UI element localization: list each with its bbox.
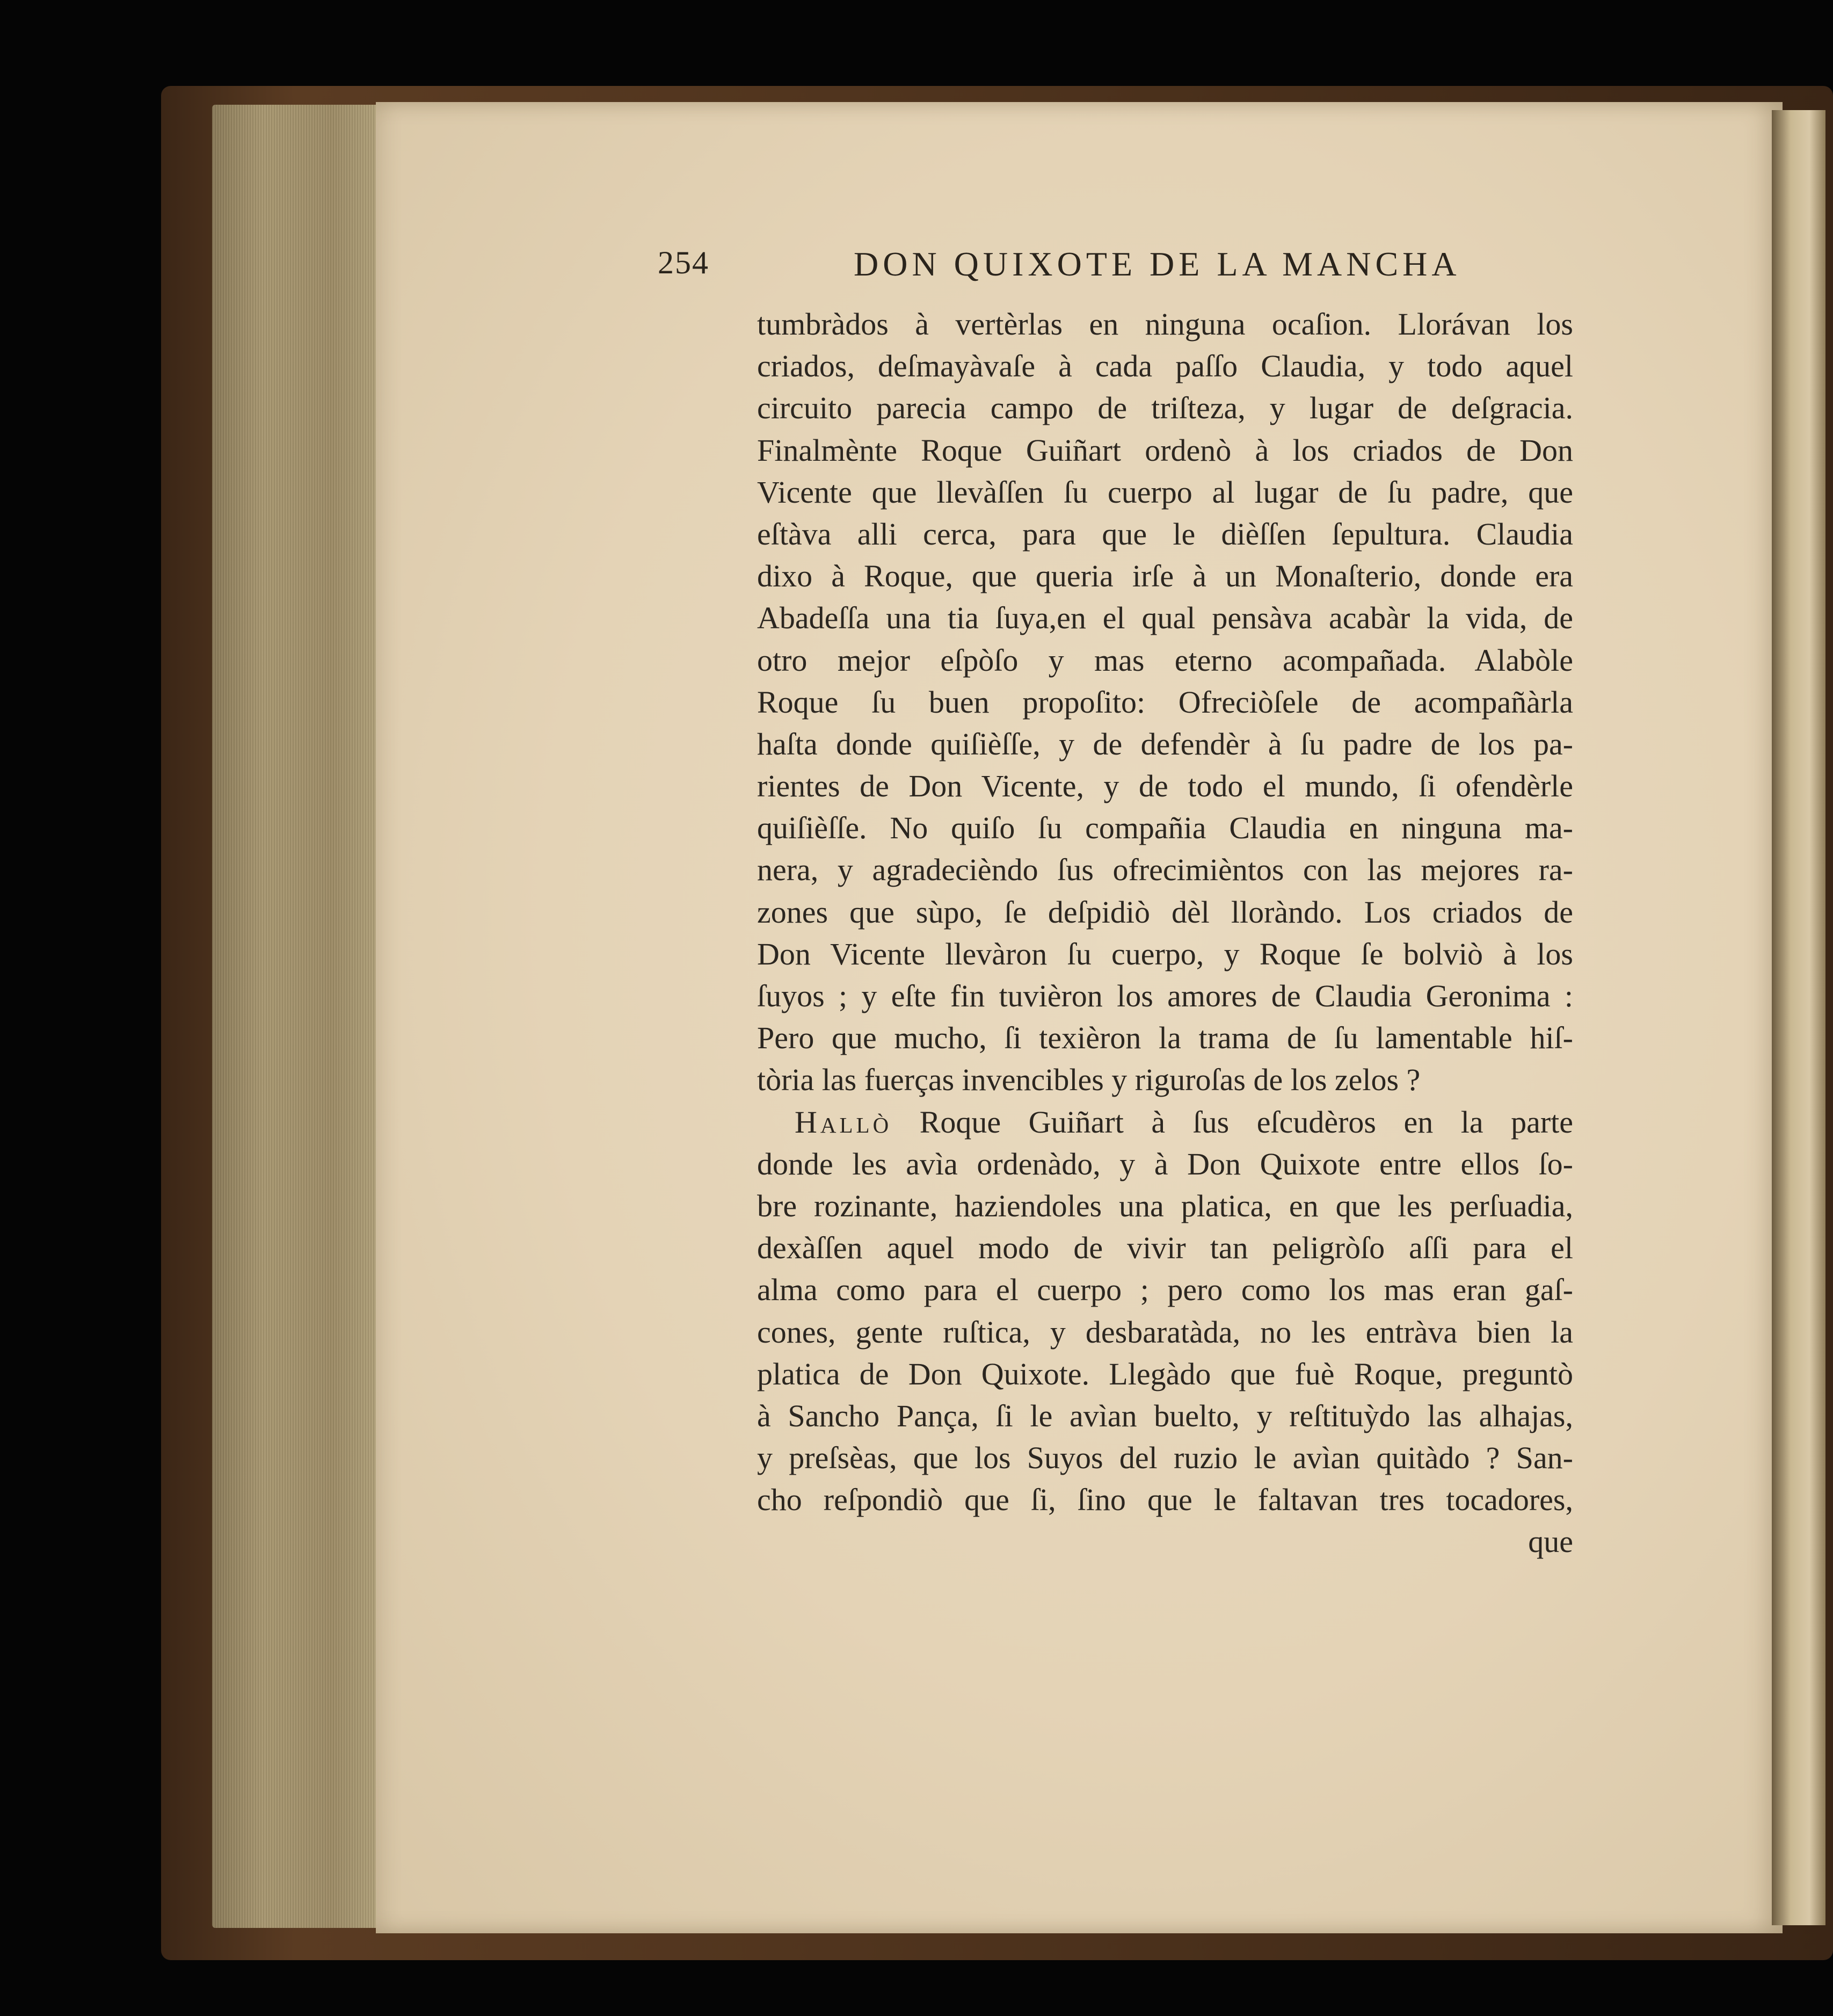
running-head xyxy=(658,244,1570,309)
text-line: eſtàva alli cerca, para que le dièſſen ſepultura. Claudia xyxy=(757,516,1573,552)
text-line: zones que sùpo, ſe deſpidiò dèl lloràndo. Los criados de xyxy=(757,894,1573,930)
text-line: rientes de Don Vicente, y de todo el mundo, ſi ofendèrle xyxy=(757,768,1573,804)
text-line: otro mejor eſpòſo y mas eterno acompañada. Alabòle xyxy=(757,642,1573,678)
text-line: tumbràdos à vertèrlas en ninguna ocaſion. Llorávan los xyxy=(757,307,1573,342)
text-line: tòria las fuerças invencibles y riguroſas de los zelos ? xyxy=(757,1062,1421,1098)
opening-word: Hallò xyxy=(795,1104,892,1140)
text-line: à Sancho Pança, ſi le avìan buelto, y reſtituỳdo las alhajas, xyxy=(757,1398,1573,1433)
text-line: quiſièſſe. No quiſo ſu compañia Claudia en ninguna ma- xyxy=(757,810,1573,846)
text-line: Vicente que llevàſſen ſu cuerpo al lugar de ſu padre, que xyxy=(757,474,1573,510)
text-line: platica de Don Quixote. Llegàdo que fuè Roque, preguntò xyxy=(757,1356,1573,1391)
facing-page-edge xyxy=(1772,110,1825,1925)
text-line: Pero que mucho, ſi texièron la trama de ſu lamentable hiſ- xyxy=(757,1020,1573,1056)
text-line: bre rozinante, haziendoles una platica, en que les perſuadia, xyxy=(757,1188,1573,1223)
text-line: haſta donde quiſièſſe, y de defendèr à ſu padre de los pa- xyxy=(757,726,1573,762)
text-line: Finalmènte Roque Guiñart ordenò à los criados de Don xyxy=(757,432,1573,468)
text-line: nera, y agradecièndo ſus ofrecimièntos con las mejores ra- xyxy=(757,852,1573,888)
text-line: Abadeſſa una tia ſuya,en el qual pensàva acabàr la vida, de xyxy=(757,600,1573,636)
text-line: ſuyos ; y eſte fin tuvièron los amores de Claudia Geronima : xyxy=(757,978,1573,1013)
text-line: Don Vicente llevàron ſu cuerpo, y Roque ſe bolviò à los xyxy=(757,936,1573,971)
text-line: Roque ſu buen propoſito: Ofreciòſele de acompañàrla xyxy=(757,684,1573,720)
page-edges xyxy=(212,105,384,1928)
running-title: DON QUIXOTE DE LA MANCHA xyxy=(854,245,1461,283)
text-line: dixo à Roque, que queria irſe à un Monaſterio, donde era xyxy=(757,559,1573,594)
opening-line-rest: Roque Guiñart à ſus eſcudèros en la parte xyxy=(919,1104,1574,1140)
page-number: 254 xyxy=(658,245,709,280)
text-line: circuito parecia campo de triſteza, y lugar de deſgracia. xyxy=(757,390,1573,426)
text-line: donde les avìa ordenàdo, y à Don Quixote entre ellos ſo- xyxy=(757,1146,1573,1181)
text-line: dexàſſen aquel modo de vivir tan peligròſo aſſi para el xyxy=(757,1230,1573,1266)
text-line: cones, gente ruſtica, y desbaratàda, no les entràva bien la xyxy=(757,1314,1573,1350)
text-line: cho reſpondiò que ſi, ſino que le faltavan tres tocadores, xyxy=(757,1482,1573,1518)
paragraph-opening-line xyxy=(757,1101,1573,1143)
text-block xyxy=(757,303,1573,1563)
text-line: y preſsèas, que los Suyos del ruzio le avìan quitàdo ? San- xyxy=(757,1440,1573,1476)
catchword: que xyxy=(1528,1524,1573,1560)
text-line: alma como para el cuerpo ; pero como los mas eran gaſ- xyxy=(757,1272,1573,1308)
text-line: criados, deſmayàvaſe à cada paſſo Claudia, y todo aquel xyxy=(757,349,1573,384)
